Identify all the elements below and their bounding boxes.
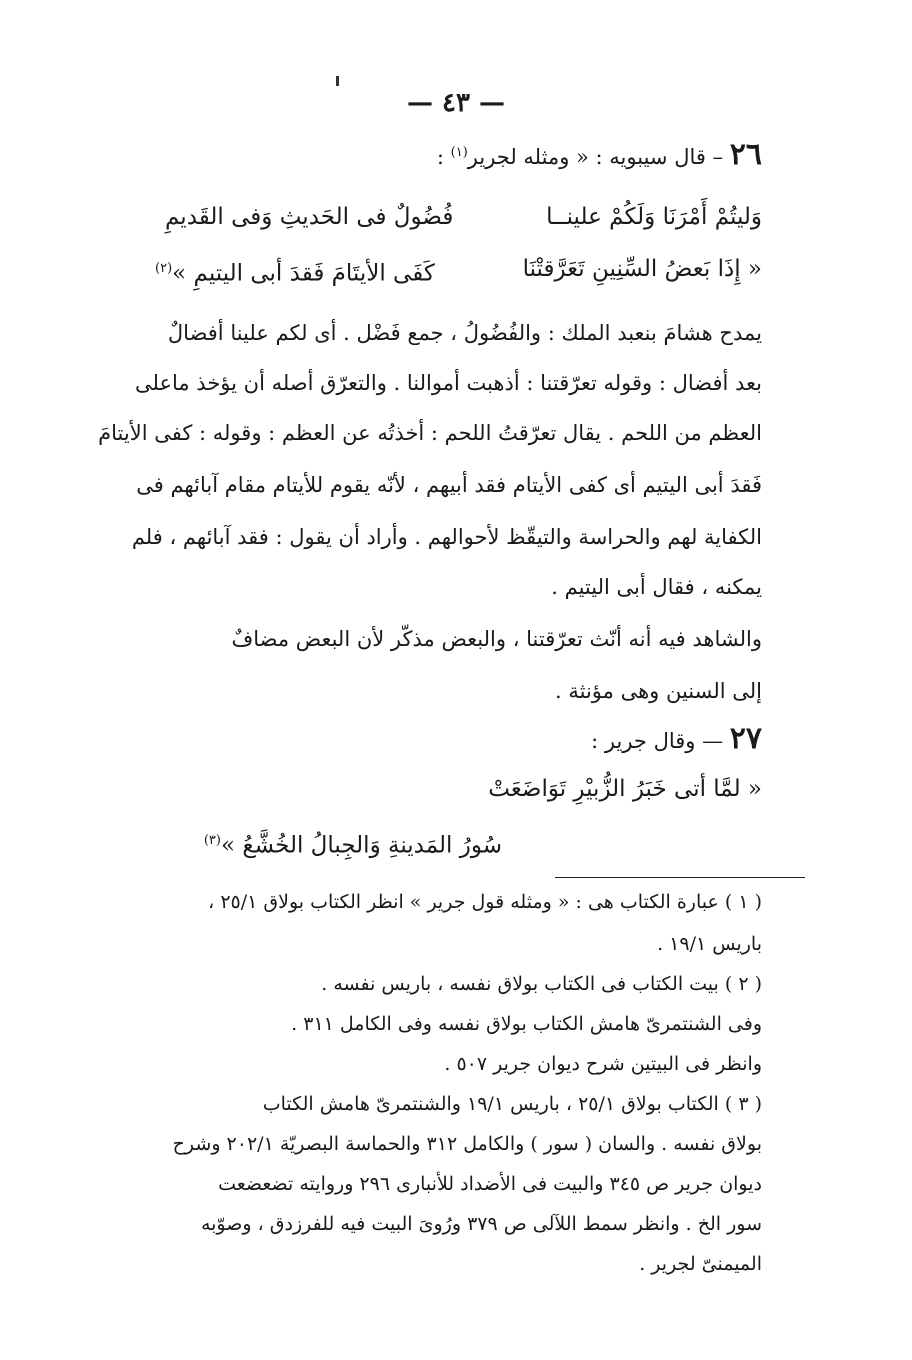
commentary-line: بعد أفضال : وقوله تعرّقتنا : أذهبت أموالنا . والتعرّق أصله أن يؤخذ ماعلى (134, 371, 762, 395)
footnote-line: ( ٢ ) بيت الكتاب فى الكتاب بولاق نفسه ، باريس نفسه . (321, 973, 762, 995)
footnote-ref-2: (٢) (155, 261, 173, 276)
verse-2-second-hemistich (155, 252, 435, 291)
section-26-intro: – قال سيبويه : « ومثله لجرير (467, 145, 724, 169)
section-27-verse-2 (204, 824, 502, 863)
section-27-intro: — وقال جرير : (591, 729, 724, 753)
footnote-ref-3: (٣) (203, 833, 221, 848)
footnote-line: ( ١ ) عبارة الكتاب هى : « ومثله قول جرير » انظر الكتاب بولاق ٢٥/١ ، (208, 891, 762, 913)
section-26-intro-end: : (436, 145, 444, 169)
verse-2-second-text: كَفَى الأيتَامَ فَقدَ أبى اليتيمِ » (172, 260, 435, 287)
section-26-heading (437, 138, 762, 172)
section-26-number: ٢٦ (729, 137, 762, 172)
page-number: — ٤٣ — (406, 88, 506, 118)
commentary-line: فَقدَ أبى اليتيم أى كفى الأيتام فقد أبيهم ، لأنّه يقوم للأيتام مقام آبائهم فى (136, 473, 762, 497)
verse-1-second-hemistich: فُضُولٌ فى الحَديثِ وَفى القَديمِ (165, 204, 454, 230)
section-27-heading (150, 721, 762, 756)
footnote-divider (555, 877, 805, 878)
footnote-line: الميمنىّ لجرير . (639, 1253, 762, 1275)
footnote-line: باريس ١٩/١ . (657, 933, 762, 955)
commentary-line: العظم من اللحم . يقال تعرّقتُ اللحم : أخذتُه عن العظم : وقوله : كفى الأيتامَ (98, 421, 762, 445)
section-27-verse-2-text: سُورُ المَدينةِ وَالجِبالُ الخُشَّعُ » (220, 832, 502, 859)
commentary-line: يمكنه ، فقال أبى اليتيم . (551, 575, 762, 599)
footnote-ref-1: (١) (450, 145, 468, 160)
ink-speck (336, 76, 339, 86)
witness-line: إلى السنين وهى مؤنثة . (555, 679, 762, 703)
footnote-line: سور الخ . وانظر سمط اللآلى ص ٣٧٩ ورُوىَ البيت فيه للفرزدق ، وصوّبه (200, 1213, 762, 1235)
witness-line: والشاهد فيه أنه أنّث تعرّقتنا ، والبعض مذكّر لأن البعض مضافٌ (231, 627, 762, 651)
footnote-line: ديوان جرير ص ٣٤٥ والبيت فى الأضداد للأنبارى ٢٩٦ وروايته تضعضعت (218, 1173, 762, 1195)
verse-2-first-hemistich: « إِذَا بَعضُ السِّنِينِ تَعَرَّقتْنَا (522, 256, 762, 282)
footnote-line: بولاق نفسه . والسان ( سور ) والكامل ٣١٢ والحماسة البصريّة ٢٠٢/١ وشرح (172, 1133, 762, 1155)
footnote-line: وانظر فى البيتين شرح ديوان جرير ٥٠٧ . (444, 1053, 762, 1075)
section-27-number: ٢٧ (729, 721, 762, 756)
footnote-line: وفى الشنتمرىّ هامش الكتاب بولاق نفسه وفى الكامل ٣١١ . (291, 1013, 762, 1035)
commentary-line: يمدح هشامَ بنعبد الملك : والفُضُولُ ، جمع فَضْل . أى لكم علينا أفضالٌ (167, 321, 762, 345)
section-27-verse-1: « لمَّا أتى خَبَرُ الزُّبيْرِ تَوَاضَعَتْ (488, 776, 762, 802)
footnote-line: ( ٣ ) الكتاب بولاق ٢٥/١ ، باريس ١٩/١ والشنتمرىّ هامش الكتاب (262, 1093, 762, 1115)
commentary-line: الكفاية لهم والحراسة والتيقّظ لأحوالهم . وأراد أن يقول : فقد آبائهم ، فلم (131, 525, 762, 549)
verse-1-first-hemistich: وَليتُمْ أَمْرَنَا وَلَكُمْ علينــا (546, 204, 762, 230)
